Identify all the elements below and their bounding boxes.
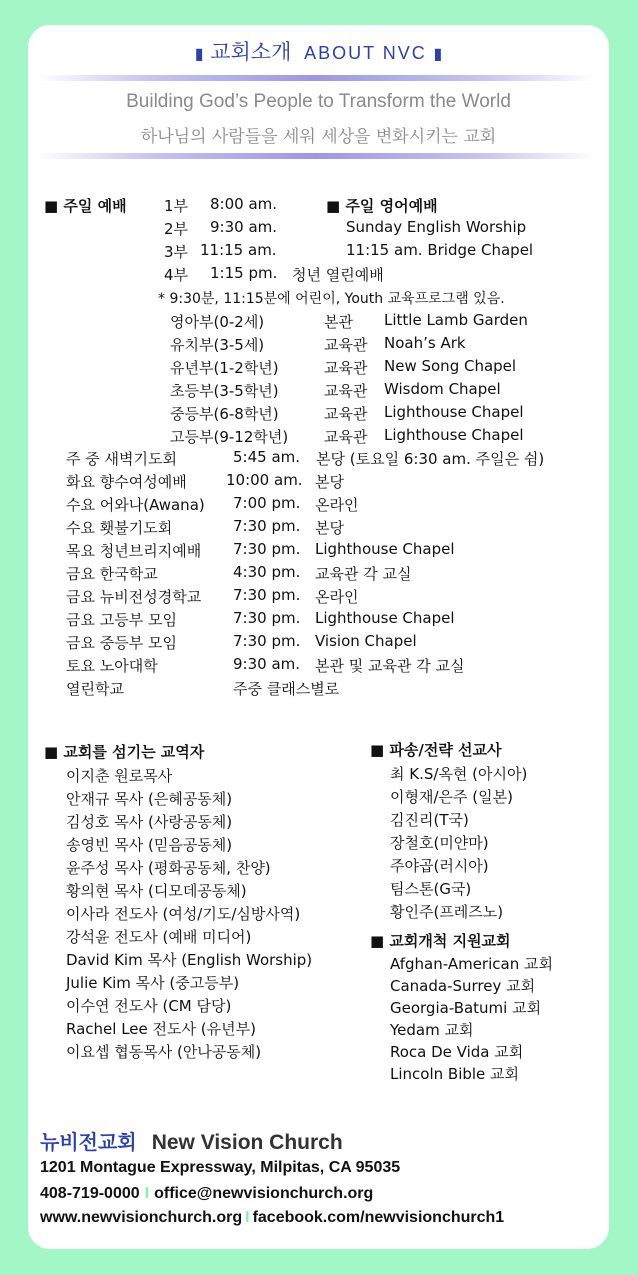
weekly-place: 온라인 — [315, 496, 359, 514]
email-link[interactable]: office@newvisionchurch.org — [154, 1185, 374, 1202]
title-korean: 교회소개 — [210, 40, 292, 64]
service-time: 1:15 pm. — [210, 264, 278, 282]
staff-item: 이사라 전도사 (여성/기도/심방사역) — [66, 905, 301, 923]
weekly-time: 7:30 pm. — [233, 609, 301, 627]
missionary-item: 이형재/은주 (일본) — [390, 788, 513, 806]
program-building: 교육관 — [324, 336, 368, 354]
staff-item: 윤주성 목사 (평화공동체, 찬양) — [66, 859, 271, 877]
weekly-time: 7:30 pm. — [233, 586, 301, 604]
program-room: Lighthouse Chapel — [384, 426, 524, 444]
program-room: Lighthouse Chapel — [384, 403, 524, 421]
contact-line — [40, 1185, 373, 1203]
program-dept: 영아부(0-2세) — [170, 313, 265, 331]
program-room: Wisdom Chapel — [384, 380, 501, 398]
weekly-name: 금요 고등부 모임 — [66, 611, 177, 629]
staff-item: Julie Kim 목사 (중고등부) — [66, 974, 240, 992]
weekly-name: 금요 뉴비전성경학교 — [66, 588, 202, 606]
staff-item: 안재규 목사 (은혜공동체) — [66, 790, 233, 808]
plant-item: Roca De Vida 교회 — [390, 1043, 524, 1061]
staff-heading: ■ 교회를 섬기는 교역자 — [44, 743, 205, 761]
program-building: 교육관 — [324, 382, 368, 400]
web-line — [40, 1209, 504, 1227]
weekly-place: 본당 (토요일 6:30 am. 주일은 쉼) — [316, 450, 545, 468]
weekly-time: 10:00 am. — [226, 471, 303, 489]
service-time: 8:00 am. — [210, 195, 278, 213]
staff-item: 이요셉 협동목사 (안나공동체) — [66, 1043, 262, 1061]
sunday-heading: ■ 주일 예배 — [44, 197, 127, 215]
weekly-name: 수요 어와나(Awana) — [66, 496, 205, 514]
program-dept: 유년부(1-2학년) — [170, 359, 279, 377]
weekly-time: 5:45 am. — [233, 448, 301, 466]
staff-item: 강석윤 전도사 (예배 미디어) — [66, 928, 252, 946]
weekly-place: 본관 및 교육관 각 교실 — [315, 657, 465, 675]
service-time: 11:15 am. — [200, 241, 277, 259]
plant-item: Canada-Surrey 교회 — [390, 977, 536, 995]
divider-band-bottom — [36, 153, 596, 159]
plant-item: Yedam 교회 — [390, 1021, 474, 1039]
missionary-item: 주야곱(러시아) — [390, 857, 489, 875]
staff-item: Rachel Lee 전도사 (유년부) — [66, 1020, 256, 1038]
weekly-name: 열린학교 — [66, 680, 124, 698]
missionary-item: 황인주(프레즈노) — [390, 903, 504, 921]
program-room: Little Lamb Garden — [384, 311, 528, 329]
weekly-place: Lighthouse Chapel — [315, 609, 455, 627]
service-label: 2부 — [164, 220, 189, 238]
program-room: Noah’s Ark — [384, 334, 466, 352]
missionary-item: 장철호(미얀마) — [390, 834, 489, 852]
weekly-name: 목요 청년브리지예배 — [66, 542, 202, 560]
plant-item: Lincoln Bible 교회 — [390, 1065, 520, 1083]
weekly-place: 교육관 각 교실 — [315, 565, 412, 583]
program-building: 교육관 — [324, 428, 368, 446]
separator: I — [245, 1209, 250, 1226]
english-name: Sunday English Worship — [346, 218, 527, 236]
weekly-place: 본당 — [315, 519, 344, 537]
divider-band-top — [36, 75, 596, 81]
weekly-time: 7:00 pm. — [233, 494, 301, 512]
program-building: 교육관 — [324, 405, 368, 423]
program-dept: 중등부(6-8학년) — [170, 405, 279, 423]
staff-item: 이수연 전도사 (CM 담당) — [66, 997, 232, 1015]
address: 1201 Montague Expressway, Milpitas, CA 95035 — [40, 1159, 401, 1176]
missionary-item: 팀스톤(G국) — [390, 880, 472, 898]
church-name-korean: 뉴비전교회 — [40, 1130, 137, 1154]
weekly-time: 4:30 pm. — [233, 563, 301, 581]
title-english: ABOUT NVC — [304, 43, 427, 63]
weekly-name: 금요 한국학교 — [66, 565, 158, 583]
program-dept: 초등부(3-5학년) — [170, 382, 279, 400]
program-building: 본관 — [324, 313, 353, 331]
motto-korean: 하나님의 사람들을 세워 세상을 변화시키는 교회 — [140, 127, 497, 147]
program-room: New Song Chapel — [384, 357, 517, 375]
weekly-time: 9:30 am. — [233, 655, 301, 673]
separator: I — [144, 1185, 150, 1202]
program-dept: 유치부(3-5세) — [170, 336, 265, 354]
phone[interactable]: 408-719-0000 — [40, 1185, 140, 1202]
service-label: 1부 — [164, 197, 189, 215]
missionary-item: 김진리(T국) — [390, 811, 469, 829]
service-extra: 청년 열린예배 — [292, 266, 384, 284]
church-name-english: New Vision Church — [151, 1131, 343, 1154]
english-detail: 11:15 am. Bridge Chapel — [346, 241, 534, 259]
plant-item: Georgia-Batumi 교회 — [390, 999, 542, 1017]
staff-item: 송영빈 목사 (믿음공동체) — [66, 836, 233, 854]
motto-english: Building God’s People to Transform the World — [126, 91, 511, 112]
plant-item: Afghan-American 교회 — [390, 955, 553, 973]
staff-item: 이지춘 원로목사 — [66, 767, 173, 785]
weekly-place: Lighthouse Chapel — [315, 540, 455, 558]
missionary-item: 최 K.S/옥현 (아시아) — [390, 765, 528, 783]
weekly-place: Vision Chapel — [315, 632, 417, 650]
plants-heading: ■ 교회개척 지원교회 — [370, 932, 511, 950]
staff-item: 황의현 목사 (디모데공동체) — [66, 882, 247, 900]
weekly-name: 수요 횃불기도회 — [66, 519, 173, 537]
weekly-name: 주 중 새벽기도회 — [66, 450, 177, 468]
weekly-time: 주중 클래스별로 — [233, 680, 340, 698]
title-marker-left: ▮ — [194, 44, 204, 63]
title-marker-right: ▮ — [433, 44, 443, 63]
program-building: 교육관 — [324, 359, 368, 377]
weekly-time: 7:30 pm. — [233, 540, 301, 558]
page-title — [28, 36, 609, 66]
facebook-link[interactable]: facebook.com/newvisionchurch1 — [252, 1209, 505, 1226]
weekly-name: 금요 중등부 모임 — [66, 634, 177, 652]
weekly-place: 온라인 — [315, 588, 359, 606]
weekly-time: 7:30 pm. — [233, 632, 301, 650]
info-card — [28, 25, 609, 1249]
service-time: 9:30 am. — [210, 218, 278, 236]
church-name — [40, 1126, 343, 1155]
weekly-time: 7:30 pm. — [233, 517, 301, 535]
service-label: 4부 — [164, 266, 189, 284]
website-link[interactable]: www.newvisionchurch.org — [40, 1209, 243, 1226]
program-dept: 고등부(9-12학년) — [170, 428, 289, 446]
weekly-name: 토요 노아대학 — [66, 657, 158, 675]
english-heading: ■ 주일 영어예배 — [326, 197, 438, 215]
staff-item: David Kim 목사 (English Worship) — [66, 951, 313, 969]
service-label: 3부 — [164, 243, 189, 261]
program-note: * 9:30분, 11:15분에 어린이, Youth 교육프로그램 있음. — [158, 291, 505, 307]
weekly-place: 본당 — [315, 473, 344, 491]
staff-item: 김성호 목사 (사랑공동체) — [66, 813, 233, 831]
missionaries-heading: ■ 파송/전략 선교사 — [370, 741, 502, 759]
weekly-name: 화요 향수여성예배 — [66, 473, 187, 491]
